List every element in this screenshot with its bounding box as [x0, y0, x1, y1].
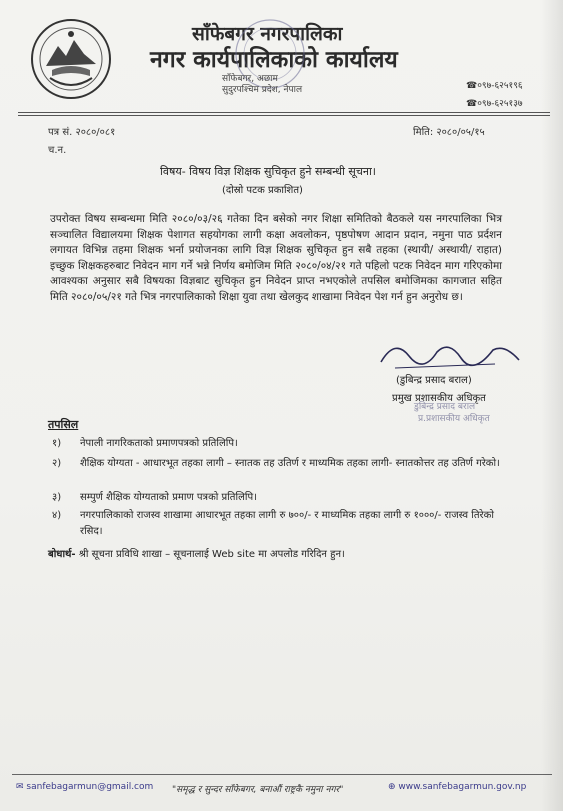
tapsil-item-number: ४): [52, 510, 62, 521]
letter-number: पत्र सं. २०८०/०८१: [48, 127, 116, 138]
address-line-1: साँफेबगर, अछाम: [222, 74, 278, 84]
footer-website-text: www.sanfebagarmun.gov.np: [398, 782, 527, 792]
signatory-name: (डुबिन्द्र प्रसाद बराल): [396, 375, 472, 386]
tapsil-item-text: नेपाली नागरिकताको प्रमाणपत्रको प्रतिलिपि।: [80, 438, 238, 449]
office-address: [222, 74, 302, 96]
dispatch-number: च.न.: [48, 145, 67, 156]
tapsil-item-number: २): [52, 458, 62, 469]
address-line-2: सुदुरपश्चिम प्रदेश, नेपाल: [222, 85, 303, 95]
bodhartha-text: श्री सूचना प्रविधि शाखा – सूचनालाई Web site मा अपलोड गरिदिन हुन।: [75, 549, 345, 560]
letter-date: मिति: २०८०/०५/१५: [413, 127, 485, 138]
footer-motto: "समृद्ध र सुन्दर साँफेबगर, बनाऔं राष्ट्रकै नमुना नगर": [172, 785, 344, 795]
signatory-stamp-title: प्र.प्रशासकीय अधिकृत: [418, 414, 490, 424]
tapsil-item-number: ३): [52, 492, 62, 503]
tapsil-heading: तपसिल: [48, 418, 79, 431]
bodhartha-label: बोधार्थ-: [48, 549, 76, 560]
second-publication-note: (दोस्रो पटक प्रकाशित): [222, 185, 303, 196]
municipality-name: साँफेबगर नगरपालिका: [192, 23, 343, 45]
tapsil-item-number: १): [52, 438, 62, 449]
tapsil-item-text: नगरपालिकाको राजस्व शाखामा आधारभूत तहका लागी रु ७००/- र माध्यमिक तहका लागी रु १०००/- राजस्व तिरेको रसिद।: [80, 510, 494, 537]
signatory-stamp-name: डुबिन्द्र प्रसाद बराल: [414, 402, 476, 412]
signatory-title: प्रमुख प्रशासकीय अधिकृत: [392, 393, 486, 404]
tapsil-item-text: सम्पुर्ण शैक्षिक योग्यताको प्रमाण पत्रको प्रतिलिपि।: [80, 492, 257, 503]
footer-website: [388, 782, 526, 792]
government-emblem-icon: [30, 18, 112, 100]
footer-email: [16, 782, 153, 792]
footer-email-text: sanfebagarmun@gmail.com: [26, 782, 154, 792]
signature-icon: [375, 330, 525, 376]
office-name: नगर कार्यपालिकाको कार्यालय: [150, 47, 398, 73]
phone-2: ☎०९७-६२५१३७: [466, 99, 523, 109]
header-rule-2: [18, 115, 550, 116]
tapsil-item-text: शैक्षिक योग्यता - आधारभूत तहका लागी – स्नातक तह उतिर्ण र माध्यमिक तहका लागी- स्नातकोत्तर तह उतिर्ण गरेको।: [80, 458, 500, 469]
email-icon: ✉: [16, 782, 27, 792]
phone-1: ☎०९७-६२५१९६: [466, 81, 523, 91]
bodhartha-line: [48, 546, 345, 560]
globe-icon: ⊕: [388, 782, 399, 792]
footer-rule: [12, 774, 552, 775]
header-rule: [18, 112, 550, 113]
notice-body: उपरोक्त विषय सम्बन्धमा मिति २०८०/०३/२६ गतेका दिन बसेको नगर शिक्षा समितिको बैठकले यस नगरपालिका भित्र सञ्चालित विद्यालयमा शिक्षक पेशागत सहयोगका लागी कक्षा अवलोकन, पृष्ठपोषण आदान प्रदान, नमुना पाठ प्रर्दशन लगायत विभिन्न तहमा शिक्षक भर्ना प्रयोजनका लागि विज्ञ शिक्षक सुचिकृत हुन सबै तहका (स्थायी/ अस्थायी/ राहात) इच्छुक शिक्षकहरुबाट निवेदन माग गर्ने भन्ने निर्णय बमोजिम मिति २०८०/०४/२१ गते पहिलो पटक निवेदन माग गरिएकोमा आवश्यका अनुसार सबै विषयका विज्ञबाट सुचिकृत हुन निवेदन प्राप्त नभएकोले तपसिल बमोजिमका कागजात सहित मिति २०८०/०५/२१ गते भित्र नगरपालिकाको शिक्षा युवा तथा खेलकुद शाखामा निवेदन पेश गर्न हुन अनुरोध छ।: [50, 213, 502, 303]
subject-line: विषय- विषय विज्ञ शिक्षक सुचिकृत हुने सम्बन्धी सूचना।: [160, 165, 376, 178]
